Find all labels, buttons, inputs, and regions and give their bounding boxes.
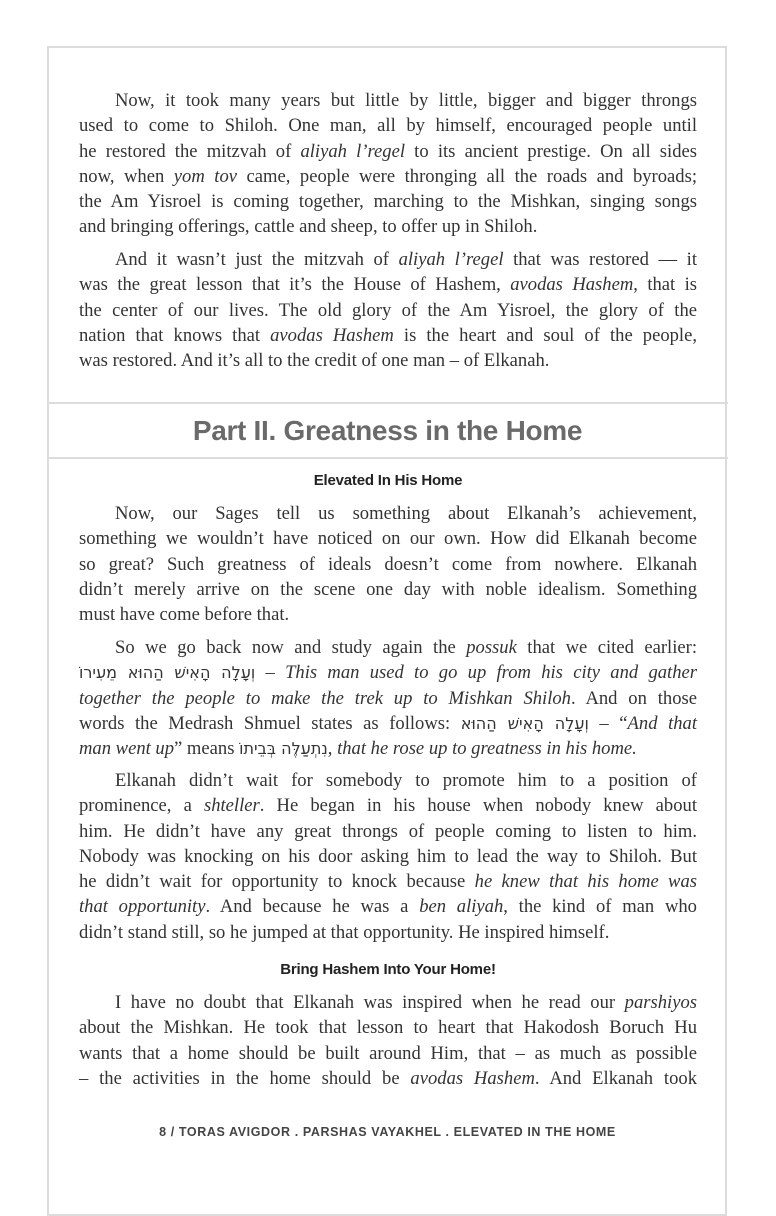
text: something we wouldn’t have noticed on our own. How did Elkanah become bbox=[79, 528, 697, 550]
text: to its ancient prestige. On all sides bbox=[404, 140, 697, 162]
paragraph bbox=[79, 88, 697, 240]
section-heading: Part II. Greatness in the Home bbox=[192, 414, 583, 446]
italic-text: ben aliyah bbox=[419, 896, 504, 918]
text: about the Mishkan. He took that lesson to heart that Hakodosh Boruch Hu bbox=[79, 1017, 697, 1039]
text-line bbox=[79, 711, 697, 736]
text-line bbox=[79, 214, 697, 239]
text: – bbox=[255, 662, 286, 684]
text: . And Elkanah took bbox=[534, 1067, 697, 1089]
text: now, when bbox=[79, 165, 174, 187]
text-line bbox=[79, 990, 697, 1015]
text-line bbox=[79, 501, 697, 526]
text: . And because he was a bbox=[205, 896, 420, 918]
text: he didn’t wait for opportunity to knock because bbox=[79, 871, 475, 893]
italic-text: avodas Hashem bbox=[410, 1067, 535, 1089]
subheading: Bring Hashem Into Your Home! bbox=[280, 961, 496, 978]
text: So we go back now and study again the bbox=[115, 637, 467, 658]
text-line bbox=[79, 1015, 697, 1040]
text-line bbox=[79, 323, 697, 348]
text: – “ bbox=[588, 712, 628, 734]
text: he restored the mitzvah of bbox=[79, 140, 301, 162]
text: that was restored — it bbox=[503, 249, 697, 270]
text: that we cited earlier: bbox=[516, 637, 697, 658]
hebrew-quote: נִתְעַלֶּה בְּבֵיתוֹ bbox=[239, 739, 328, 759]
text: , bbox=[327, 738, 338, 760]
text: Elkanah didn’t wait for somebody to promote him to a position of bbox=[115, 770, 697, 791]
text: – the activities in the home should be bbox=[79, 1067, 411, 1089]
text-line bbox=[79, 1041, 697, 1066]
text: him. He didn’t have any great throngs of people coming to listen to him. bbox=[79, 820, 697, 842]
text-line bbox=[79, 1066, 697, 1091]
text-line bbox=[79, 577, 697, 602]
text: , that is bbox=[633, 274, 698, 296]
text: . And on those bbox=[570, 687, 697, 709]
page-footer: 8 / TORAS AVIGDOR . PARSHAS VAYAKHEL . ELEVATED IN THE HOME bbox=[159, 1125, 616, 1139]
text: used to come to Shiloh. One man, all by himself, encouraged people until bbox=[79, 115, 697, 137]
italic-text: that opportunity bbox=[79, 896, 206, 918]
italic-text: avodas Hashem bbox=[510, 274, 634, 296]
text: came, people were thronging all the roads and byroads; bbox=[237, 165, 697, 187]
text: so great? Such greatness of ideals doesn’t come from nowhere. Elkanah bbox=[79, 553, 697, 575]
italic-text: aliyah l’regel bbox=[300, 140, 405, 162]
text: was the great lesson that it’s the House of Hashem, bbox=[79, 274, 511, 296]
italic-text: possuk bbox=[466, 637, 517, 658]
text: didn’t merely arrive on the scene one day with noble idealism. Something bbox=[79, 578, 697, 600]
subheading: Elevated In His Home bbox=[313, 472, 463, 489]
text-line bbox=[79, 736, 697, 761]
italic-text: aliyah l’regel bbox=[398, 249, 504, 270]
text-line bbox=[79, 139, 697, 164]
text: didn’t stand still, so he jumped at that opportunity. He inspired himself. bbox=[79, 921, 610, 943]
hebrew-quote: וְעָלָה הָאִישׁ הַהוּא bbox=[460, 713, 589, 733]
text: is the heart and soul of the people, bbox=[393, 324, 698, 346]
text: words the Medrash Shmuel states as follows: bbox=[79, 712, 461, 734]
italic-text: avodas Hashem bbox=[270, 324, 394, 346]
text: . He began in his house when nobody knew about bbox=[259, 795, 697, 817]
text: prominence, a bbox=[79, 795, 204, 817]
text: , the kind of man who bbox=[503, 896, 697, 918]
text-line bbox=[79, 189, 697, 214]
text: Now, it took many years but little by little, bigger and bigger throngs bbox=[115, 90, 697, 111]
italic-text: parshiyos bbox=[624, 992, 697, 1013]
paragraph bbox=[79, 768, 697, 945]
paragraph bbox=[79, 247, 697, 373]
text-line bbox=[79, 920, 697, 945]
text: And it wasn’t just the mitzvah of bbox=[115, 249, 399, 270]
text-line bbox=[79, 298, 697, 323]
text-line bbox=[79, 247, 697, 272]
text: and bringing offerings, cattle and sheep, to offer up in Shiloh. bbox=[79, 216, 538, 238]
text-line bbox=[79, 272, 697, 297]
text: nation that knows that bbox=[79, 324, 271, 346]
paragraph bbox=[79, 501, 697, 627]
text: Now, our Sages tell us something about Elkanah’s achievement, bbox=[115, 503, 697, 524]
text-line bbox=[79, 660, 697, 685]
italic-text: And that bbox=[627, 712, 697, 734]
paragraph bbox=[79, 990, 697, 1091]
text-line bbox=[79, 635, 697, 660]
text-line bbox=[79, 869, 697, 894]
text-line bbox=[79, 686, 697, 711]
text: the center of our lives. The old glory of the Am Yisroel, the glory of the bbox=[79, 299, 697, 321]
text: must have come before that. bbox=[79, 604, 290, 626]
italic-text: shteller bbox=[203, 795, 260, 817]
text-line bbox=[79, 113, 697, 138]
italic-text: man went up bbox=[79, 738, 175, 760]
text-line bbox=[79, 819, 697, 844]
text-line bbox=[79, 844, 697, 869]
text: was restored. And it’s all to the credit of one man – of Elkanah. bbox=[79, 350, 550, 372]
italic-text: he knew that his home was bbox=[474, 871, 697, 893]
italic-text: yom tov bbox=[173, 165, 237, 187]
text-line bbox=[79, 552, 697, 577]
text: ” means bbox=[174, 738, 240, 760]
text: I have no doubt that Elkanah was inspired when he read our bbox=[115, 992, 625, 1013]
text-line bbox=[79, 768, 697, 793]
text-line bbox=[79, 526, 697, 551]
text-line bbox=[79, 348, 697, 373]
text: wants that a home should be built around Him, that – as much as possible bbox=[79, 1042, 697, 1064]
text: the Am Yisroel is coming together, marching to the Mishkan, singing songs bbox=[79, 191, 697, 213]
italic-text: together the people to make the trek up to Mishkan Shiloh bbox=[79, 687, 571, 709]
italic-text: that he rose up to greatness in his home. bbox=[337, 738, 637, 760]
italic-text: This man used to go up from his city and gather bbox=[285, 662, 698, 684]
text-line bbox=[79, 88, 697, 113]
text-line bbox=[79, 894, 697, 919]
text-line bbox=[79, 793, 697, 818]
hebrew-quote: וְעָלָה הָאִישׁ הַהוּא מֵעִירוֹ bbox=[79, 663, 256, 683]
paragraph bbox=[79, 635, 697, 761]
text: Nobody was knocking on his door asking him to lead the way to Shiloh. But bbox=[79, 845, 697, 867]
text-line bbox=[79, 602, 697, 627]
text-line bbox=[79, 164, 697, 189]
section-heading-band bbox=[47, 402, 728, 459]
